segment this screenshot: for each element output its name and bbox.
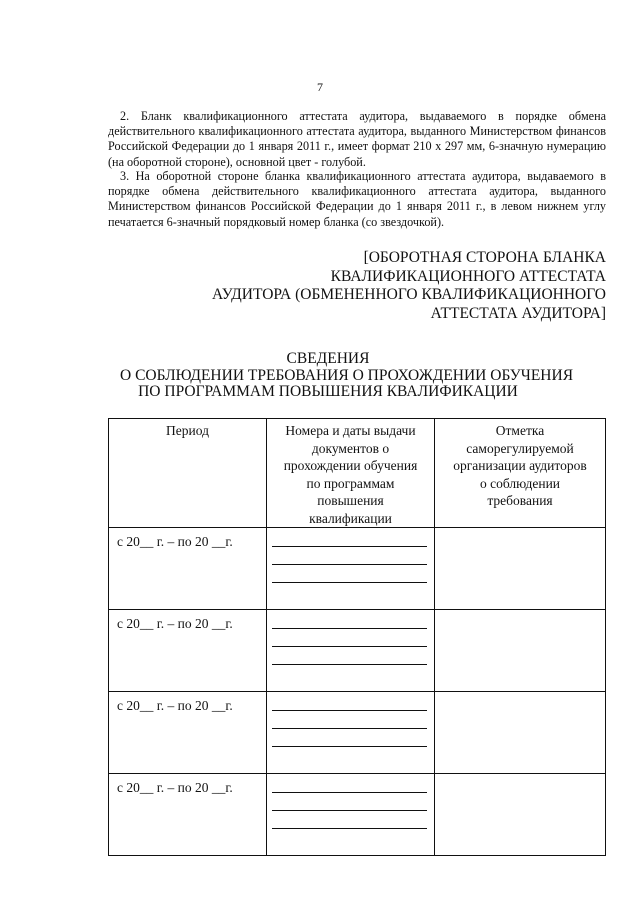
fill-in-lines xyxy=(267,774,434,849)
table-header-row xyxy=(109,419,606,528)
sro-mark-cell xyxy=(435,774,606,856)
fill-in-lines xyxy=(267,692,434,767)
table-row xyxy=(109,528,606,610)
reverse-side-title-line: [ОБОРОТНАЯ СТОРОНА БЛАНКА xyxy=(363,249,606,266)
documents-cell xyxy=(267,528,435,610)
fill-in-line xyxy=(272,746,427,747)
header-sro-mark-line: требования xyxy=(487,493,553,508)
fill-in-line xyxy=(272,582,427,583)
header-documents-line: повышения xyxy=(317,493,384,508)
fill-in-line xyxy=(272,664,427,665)
header-documents-line: квалификации xyxy=(309,510,392,526)
fill-in-line xyxy=(272,628,427,629)
paragraph-3: 3. На оборотной стороне бланка квалификационного аттестата аудитора, выдаваемого в порядке обмена действительного квалификационного аттестата аудитора, выданного Министерством финансов Российской Федерации до 1 января 2011 г., в левом нижнем углу печатается 6-значный порядковый номер бланка (со звездочкой). xyxy=(108,169,606,229)
table-row xyxy=(109,774,606,856)
fill-in-line xyxy=(272,710,427,711)
fill-in-line xyxy=(272,646,427,647)
header-documents-line: по программам xyxy=(306,475,395,491)
fill-in-lines xyxy=(267,610,434,685)
header-documents-line: прохождении обучения xyxy=(283,458,418,473)
reverse-side-title-line: КВАЛИФИКАЦИОННОГО АТТЕСТАТА xyxy=(330,267,606,285)
fill-in-line xyxy=(272,564,427,565)
form-heading-line: ПО ПРОГРАММАМ ПОВЫШЕНИЯ КВАЛИФИКАЦИИ xyxy=(138,383,518,400)
fill-in-line xyxy=(272,728,427,729)
header-sro-mark-line: Отметка xyxy=(495,423,545,438)
training-record-table xyxy=(108,418,606,856)
sro-mark-cell xyxy=(435,692,606,774)
header-documents-line: Номера и даты выдачи xyxy=(285,423,416,438)
header-period xyxy=(109,419,267,528)
fill-in-line xyxy=(272,828,427,829)
documents-cell xyxy=(267,774,435,856)
sro-mark-cell xyxy=(435,528,606,610)
period-cell: с 20__ г. – по 20 __г. xyxy=(109,610,267,692)
header-period-text: Период xyxy=(166,423,209,438)
period-cell: с 20__ г. – по 20 __г. xyxy=(109,692,267,774)
reverse-side-title xyxy=(210,249,606,323)
header-sro-mark-line: организации аудиторов xyxy=(453,458,587,473)
header-sro-mark-line: о соблюдении xyxy=(479,475,561,491)
form-heading-line: О СОБЛЮДЕНИИ ТРЕБОВАНИЯ О ПРОХОЖДЕНИИ ОБУЧЕНИЯ xyxy=(120,366,574,384)
period-cell: с 20__ г. – по 20 __г. xyxy=(109,528,267,610)
header-documents xyxy=(267,419,435,528)
form-heading-line: СВЕДЕНИЯ xyxy=(286,350,370,367)
reverse-side-title-line: АУДИТОРА (ОБМЕНЕННОГО КВАЛИФИКАЦИОННОГО xyxy=(211,286,606,304)
reverse-side-title-line: АТТЕСТАТА АУДИТОРА] xyxy=(430,304,606,322)
header-sro-mark xyxy=(435,419,606,528)
header-sro-mark-line: саморегулируемой xyxy=(466,440,574,456)
fill-in-line xyxy=(272,546,427,547)
table-row xyxy=(109,610,606,692)
fill-in-line xyxy=(272,810,427,811)
documents-cell xyxy=(267,692,435,774)
paragraph-2: 2. Бланк квалификационного аттестата аудитора, выдаваемого в порядке обмена действительного квалификационного аттестата аудитора, выданного Министерством финансов Российской Федерации до 1 января 2011 г., имеет формат 210 х 297 мм, 6-значную нумерацию (на оборотной стороне), основной цвет - голубой. xyxy=(108,109,606,169)
form-heading xyxy=(120,350,574,401)
table-row xyxy=(109,692,606,774)
fill-in-lines xyxy=(267,528,434,603)
header-documents-line: документов о xyxy=(311,440,390,456)
page-number: 7 xyxy=(317,80,323,94)
fill-in-line xyxy=(272,792,427,793)
sro-mark-cell xyxy=(435,610,606,692)
period-cell: с 20__ г. – по 20 __г. xyxy=(109,774,267,856)
documents-cell xyxy=(267,610,435,692)
